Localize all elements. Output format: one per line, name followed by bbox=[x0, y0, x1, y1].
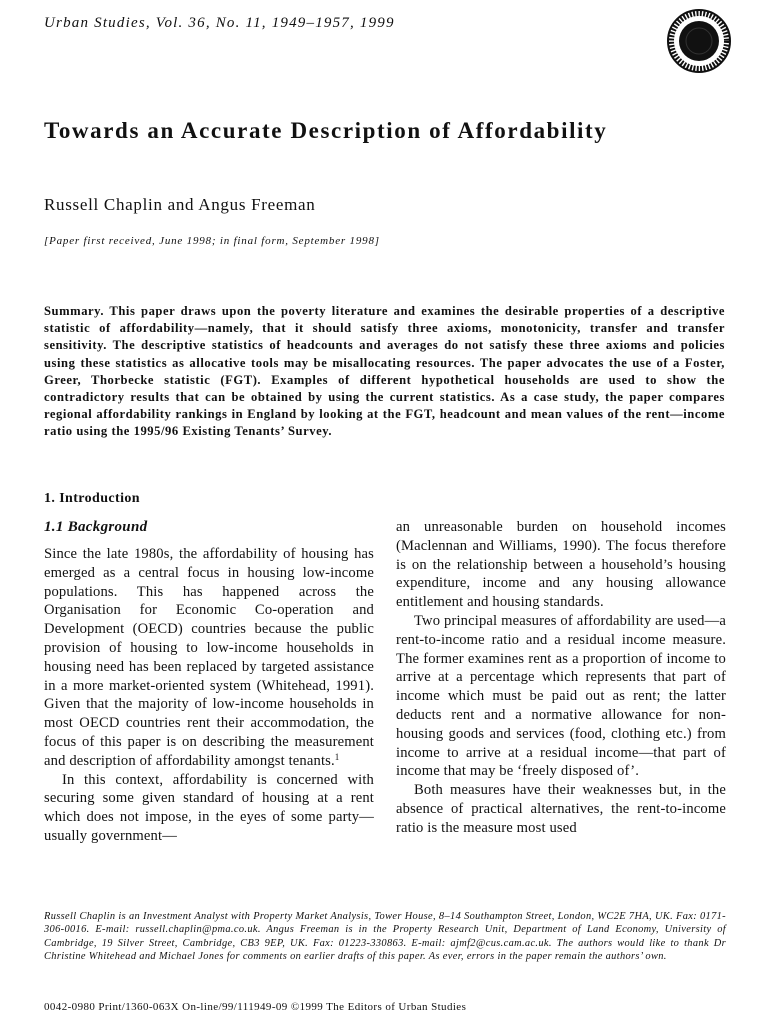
body-paragraph bbox=[44, 545, 374, 771]
body-paragraph: In this context, affordability is concerned with securing some given standard of housing at a rent which does not impose, in the eyes of some party—usually government— bbox=[44, 771, 374, 844]
journal-citation: Urban Studies, Vol. 36, No. 11, 1949–1957, 1999 bbox=[44, 15, 395, 31]
body-paragraph: an unreasonable burden on household incomes (Maclennan and Williams, 1990). The focus therefore is on the relationship between a household’s housing expenditure, income and any housing allowance entitlement and housing standards. bbox=[396, 519, 726, 611]
body-paragraph: Both measures have their weaknesses but, in the absence of practical alternatives, the rent-to-income ratio is the measure most used bbox=[396, 782, 726, 836]
section-heading: 1. Introduction bbox=[44, 491, 140, 506]
paper-title: Towards an Accurate Description of Affordability bbox=[44, 118, 608, 143]
right-column bbox=[396, 518, 726, 838]
abstract bbox=[44, 303, 725, 441]
left-column bbox=[44, 545, 374, 846]
carfax-publishing-seal-icon bbox=[666, 8, 732, 74]
received-dates: [Paper first received, June 1998; in final form, September 1998] bbox=[44, 235, 380, 247]
author-footnote: Russell Chaplin is an Investment Analyst with Property Market Analysis, Tower House, 8–14 Southampton Street, London, WC2E 7HA, UK. Fax: 0171-306-0016. E-mail: russell.chaplin@pma.co.uk. Angus Freeman is in the Property Research Unit, Department of Land Economy, University of Cambridge, 19 Silver Street, Cambridge, CB3 9EP, UK. Fax: 01223-330863. E-mail: ajmf2@cus.cam.ac.uk. The authors would like to thank Dr Christine Whitehead and Michael Jones for comments on earlier drafts of this paper. As ever, errors in the paper remain the authors’ own. bbox=[44, 911, 726, 963]
footnote-marker: 1 bbox=[334, 751, 340, 762]
abstract-text: This paper draws upon the poverty literature and examines the desirable properties of a descriptive statistic of affordability—namely, that it should satisfy three axioms, monotonicity, transfer and transfer sensitivity. The descriptive statistics of headcounts and averages do not satisfy these three axioms and policies using these statistics as allocative tools may be misallocating resources. The paper advocates the use of a Foster, Greer, Thorbecke statistic (FGT). Examples of different hypothetical households are used to show the contradictory results that can be obtained by using the current statistics. As a case study, the paper compares regional affordability rankings in England by looking at the FGT, headcount and mean values of the rent—income ratio using the 1995/96 Existing Tenants’ Survey. bbox=[44, 304, 725, 439]
abstract-label: Summary. bbox=[44, 304, 105, 318]
body-paragraph: Two principal measures of affordability are used—a rent-to-income ratio and a residual income measure. The former examines rent as a proportion of income to arrive at a percentage which represents that part of income which must be paid out as rent; the latter deducts rent and a normative allowance for non-housing goods and services (food, clothing etc.) from income to arrive at a residual income—that part of income that may be ‘freely disposed of’. bbox=[396, 612, 726, 780]
author-list: Russell Chaplin and Angus Freeman bbox=[44, 195, 316, 214]
issn-copyright-line: 0042-0980 Print/1360-063X On-line/99/111949-09 ©1999 The Editors of Urban Studies bbox=[44, 1001, 467, 1013]
subsection-heading: 1.1 Background bbox=[44, 519, 148, 535]
paragraph-text: Since the late 1980s, the affordability of housing has emerged as a central focus in housing low-income populations. This has happened across the Organisation for Economic Co-operation and Development (OECD) countries because the public provision of housing to low-income households in housing need has been replaced by targeted assistance in a more market-oriented system (Whitehead, 1991). Given that the majority of low-income households in most OECD countries rent their accommodation, the focus of this paper is on describing the measurement and description of affordability amongst tenants. bbox=[44, 546, 374, 769]
